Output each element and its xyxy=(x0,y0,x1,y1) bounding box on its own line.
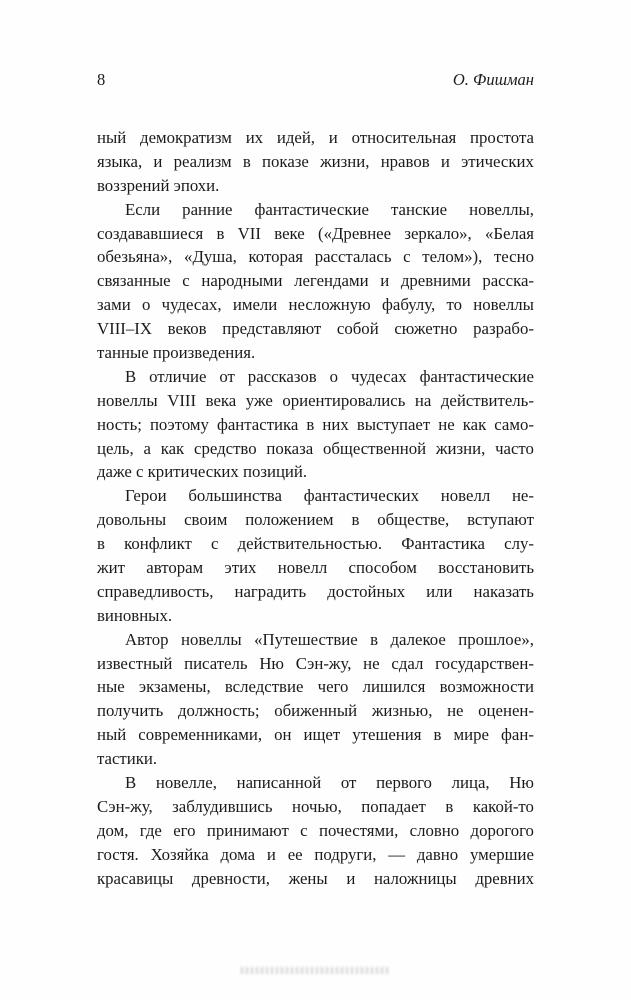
word: возможности xyxy=(439,677,534,697)
text-line xyxy=(97,484,534,508)
word: Сэн-жу, xyxy=(97,796,153,816)
word: а xyxy=(143,438,151,458)
text-line xyxy=(97,365,534,389)
word: чего xyxy=(317,677,349,697)
word: новелл xyxy=(277,558,328,578)
word: жизнью, xyxy=(371,701,433,721)
paragraph xyxy=(97,198,534,365)
text-line: виновных. xyxy=(97,605,173,625)
word: довольны xyxy=(97,510,167,530)
word: современниками, xyxy=(138,725,263,745)
text-line xyxy=(97,867,534,891)
text-line xyxy=(97,699,534,723)
word: «Белая xyxy=(484,223,534,243)
word: в xyxy=(370,629,379,649)
word: относительная xyxy=(351,128,457,147)
text-line xyxy=(97,317,534,341)
word: танские xyxy=(391,199,448,219)
word: и xyxy=(328,128,338,147)
text-line xyxy=(97,771,534,795)
word: тесно xyxy=(493,247,534,267)
word: не xyxy=(447,701,464,721)
word: слу- xyxy=(504,534,534,554)
word: Фантастика xyxy=(401,534,485,554)
word: способом xyxy=(348,558,417,578)
text-line xyxy=(97,843,534,867)
word: создававшиеся xyxy=(97,223,204,243)
word: наложницы xyxy=(373,868,457,888)
word: ориентировались xyxy=(282,390,406,410)
word: Ню xyxy=(509,773,534,793)
word: с xyxy=(211,534,219,554)
word: несложную xyxy=(288,295,371,315)
word: Сэн-жу, xyxy=(295,653,352,673)
word: утешения xyxy=(352,725,422,745)
word: и xyxy=(266,844,276,864)
word: демократизм xyxy=(140,128,232,147)
word: его xyxy=(173,820,196,840)
word: не xyxy=(438,414,455,434)
word: вследствие xyxy=(224,677,304,697)
word: «Душа, xyxy=(184,247,237,267)
word: их xyxy=(245,128,264,147)
word: жит xyxy=(97,558,125,578)
text-line xyxy=(97,389,534,413)
word: в xyxy=(97,534,105,554)
word: он xyxy=(274,725,292,745)
word: не- xyxy=(511,486,534,506)
text-line xyxy=(97,437,534,461)
word: дом, xyxy=(97,820,129,840)
word: выступает xyxy=(356,414,431,434)
word: них xyxy=(322,414,349,434)
word: положением xyxy=(245,510,334,530)
word: Герои xyxy=(125,486,167,506)
word: — xyxy=(388,844,406,864)
word: новелле, xyxy=(155,773,217,793)
word: получить xyxy=(97,701,164,721)
word: почестями, xyxy=(318,820,399,840)
text-line xyxy=(97,508,534,532)
word: восстановить xyxy=(438,558,534,578)
word: поэтому xyxy=(149,414,209,434)
word: экзамены, xyxy=(138,677,211,697)
running-head-author: О. Фишман xyxy=(452,70,534,89)
word: зами xyxy=(97,295,131,315)
word: писатель xyxy=(184,653,248,673)
word: сдал xyxy=(391,653,424,673)
text-line xyxy=(97,675,534,699)
word: и xyxy=(380,271,390,291)
word: справедливость, xyxy=(97,581,214,601)
scan-artifact xyxy=(241,967,391,974)
word: фантастика xyxy=(216,414,299,434)
text-line xyxy=(97,198,534,222)
word: языка, xyxy=(97,151,143,171)
text-line xyxy=(97,819,534,843)
word: как xyxy=(462,414,487,434)
word: в xyxy=(242,151,251,171)
word: новелл xyxy=(440,486,491,506)
word: идей, xyxy=(276,128,316,147)
word: от xyxy=(219,366,235,386)
word: телом»), xyxy=(422,247,483,267)
word: общественной xyxy=(323,438,427,458)
word: («Древнее xyxy=(318,223,392,243)
word: дома xyxy=(220,844,256,864)
word: первого xyxy=(376,773,432,793)
word: подруги, xyxy=(314,844,377,864)
word: фан- xyxy=(501,725,534,745)
word: имели xyxy=(232,295,278,315)
word: собой xyxy=(336,319,379,339)
word: ищет xyxy=(303,725,341,745)
word: рассталась xyxy=(314,247,392,267)
text-line xyxy=(97,795,534,819)
word: веке xyxy=(274,223,305,243)
word: жены xyxy=(288,868,328,888)
word: которая xyxy=(248,247,304,267)
word: обществе, xyxy=(377,510,450,530)
paragraph xyxy=(97,484,534,627)
word: ный xyxy=(97,128,127,147)
word: фантастические xyxy=(419,366,534,386)
word: с xyxy=(403,247,411,267)
word: большинства xyxy=(188,486,282,506)
word: где xyxy=(139,820,162,840)
paragraph xyxy=(97,628,534,771)
word: «Путешествие xyxy=(254,629,358,649)
word: ность; xyxy=(97,414,142,434)
word: от xyxy=(340,773,357,793)
word: то xyxy=(446,295,462,315)
word: связанные xyxy=(97,271,171,291)
word: какой-то xyxy=(472,796,534,816)
word: фантастических xyxy=(303,486,420,506)
word: попадает xyxy=(361,796,426,816)
word: VII xyxy=(237,223,261,243)
text-line xyxy=(97,245,534,269)
word: обезьяна», xyxy=(97,247,173,267)
text-line: даже с критических позиций. xyxy=(97,462,308,482)
word: веков xyxy=(167,319,207,339)
paragraph xyxy=(97,771,534,890)
word: принимают xyxy=(206,820,289,840)
word: отличие xyxy=(149,366,207,386)
word: новеллы, xyxy=(469,199,534,219)
page-number: 8 xyxy=(97,70,106,89)
word: заблудившись xyxy=(172,796,273,816)
word: рассказов xyxy=(247,366,317,386)
word: давно xyxy=(416,844,459,864)
word: этих xyxy=(224,558,257,578)
word: и xyxy=(153,151,163,171)
word: обиженный xyxy=(274,701,358,721)
word: нравов xyxy=(380,151,430,171)
word: на xyxy=(414,390,432,410)
word: ранние xyxy=(182,199,233,219)
word: с xyxy=(182,271,190,291)
word: в xyxy=(306,414,315,434)
text-line xyxy=(97,723,534,747)
word: и xyxy=(440,151,450,171)
word: Автор xyxy=(125,629,169,649)
word: новеллы xyxy=(473,295,534,315)
text-line xyxy=(97,293,534,317)
word: в xyxy=(351,510,360,530)
word: о xyxy=(141,295,151,315)
word: показа xyxy=(266,438,314,458)
page-content xyxy=(97,70,534,891)
word: в xyxy=(433,725,442,745)
word: лица, xyxy=(451,773,490,793)
word: жизни, xyxy=(435,438,486,458)
word: государствен- xyxy=(435,653,534,673)
word: достойных xyxy=(327,581,406,601)
word: жизни, xyxy=(320,151,370,171)
word: красавицы xyxy=(97,868,174,888)
text-line xyxy=(97,413,534,437)
word: оценен- xyxy=(478,701,534,721)
word: ее xyxy=(287,844,303,864)
text-line: танные произведения. xyxy=(97,343,256,363)
word: далекое xyxy=(390,629,446,649)
word: чудесах, xyxy=(161,295,222,315)
word: VIII–IX xyxy=(97,319,152,339)
text-line: тастики. xyxy=(97,749,158,769)
word: новеллы xyxy=(97,390,158,410)
text-line xyxy=(97,580,534,604)
word: легендами xyxy=(294,271,369,291)
word: древними xyxy=(400,271,471,291)
running-head xyxy=(97,70,534,90)
word: фабулу, xyxy=(382,295,436,315)
word: представляют xyxy=(222,319,322,339)
word: ные xyxy=(97,677,125,697)
word: фантастические xyxy=(254,199,369,219)
paragraph xyxy=(97,365,534,484)
word: уже xyxy=(245,390,273,410)
word: конфликт xyxy=(124,534,192,554)
text-line xyxy=(97,222,534,246)
word: этических xyxy=(461,151,534,171)
word: о xyxy=(329,366,339,386)
text-line xyxy=(97,628,534,652)
word: гостя. xyxy=(97,844,139,864)
word: В xyxy=(125,773,137,793)
word: В xyxy=(125,366,137,386)
word: цель, xyxy=(97,438,134,458)
word: чудесах xyxy=(350,366,407,386)
word: действительностью. xyxy=(237,534,383,554)
word: мире xyxy=(453,725,489,745)
word: с xyxy=(300,820,308,840)
text-line xyxy=(97,150,534,174)
word: известный xyxy=(97,653,173,673)
word: само- xyxy=(494,414,534,434)
text-line: воззрений эпохи. xyxy=(97,175,220,195)
word: вступают xyxy=(467,510,534,530)
word: и xyxy=(346,868,356,888)
text-line xyxy=(97,556,534,580)
word: наказать xyxy=(473,581,534,601)
word: древности, xyxy=(191,868,270,888)
word: или xyxy=(426,581,453,601)
word: Ню xyxy=(259,653,284,673)
word: простота xyxy=(470,128,534,147)
word: народными xyxy=(201,271,283,291)
word: часто xyxy=(495,438,534,458)
word: ный xyxy=(97,725,127,745)
word: ночью, xyxy=(292,796,342,816)
word: прошлое», xyxy=(458,629,534,649)
word: должность; xyxy=(177,701,260,721)
word: сюжетно xyxy=(394,319,458,339)
word: Хозяйка xyxy=(150,844,209,864)
word: в xyxy=(445,796,454,816)
word: расска- xyxy=(482,271,534,291)
word: показе xyxy=(262,151,309,171)
word: дорогого xyxy=(470,820,534,840)
text-line xyxy=(97,652,534,676)
word: века xyxy=(205,390,237,410)
word: словно xyxy=(409,820,460,840)
word: своим xyxy=(184,510,228,530)
word: в xyxy=(216,223,225,243)
word: действитель- xyxy=(440,390,534,410)
text-line xyxy=(97,126,534,150)
word: VIII xyxy=(167,390,197,410)
word: умершие xyxy=(469,844,534,864)
word: как xyxy=(160,438,185,458)
word: древних xyxy=(475,868,534,888)
word: разрабо- xyxy=(473,319,534,339)
word: новеллы xyxy=(180,629,242,649)
page-body xyxy=(97,126,534,891)
word: зеркало», xyxy=(404,223,472,243)
word: средство xyxy=(194,438,257,458)
paragraph xyxy=(97,126,534,198)
word: Если xyxy=(125,199,161,219)
text-line xyxy=(97,269,534,293)
word: реализм xyxy=(173,151,232,171)
word: написанной xyxy=(236,773,322,793)
word: не xyxy=(363,653,380,673)
word: лишился xyxy=(362,677,426,697)
text-line xyxy=(97,532,534,556)
word: наградить xyxy=(234,581,307,601)
word: авторам xyxy=(146,558,204,578)
